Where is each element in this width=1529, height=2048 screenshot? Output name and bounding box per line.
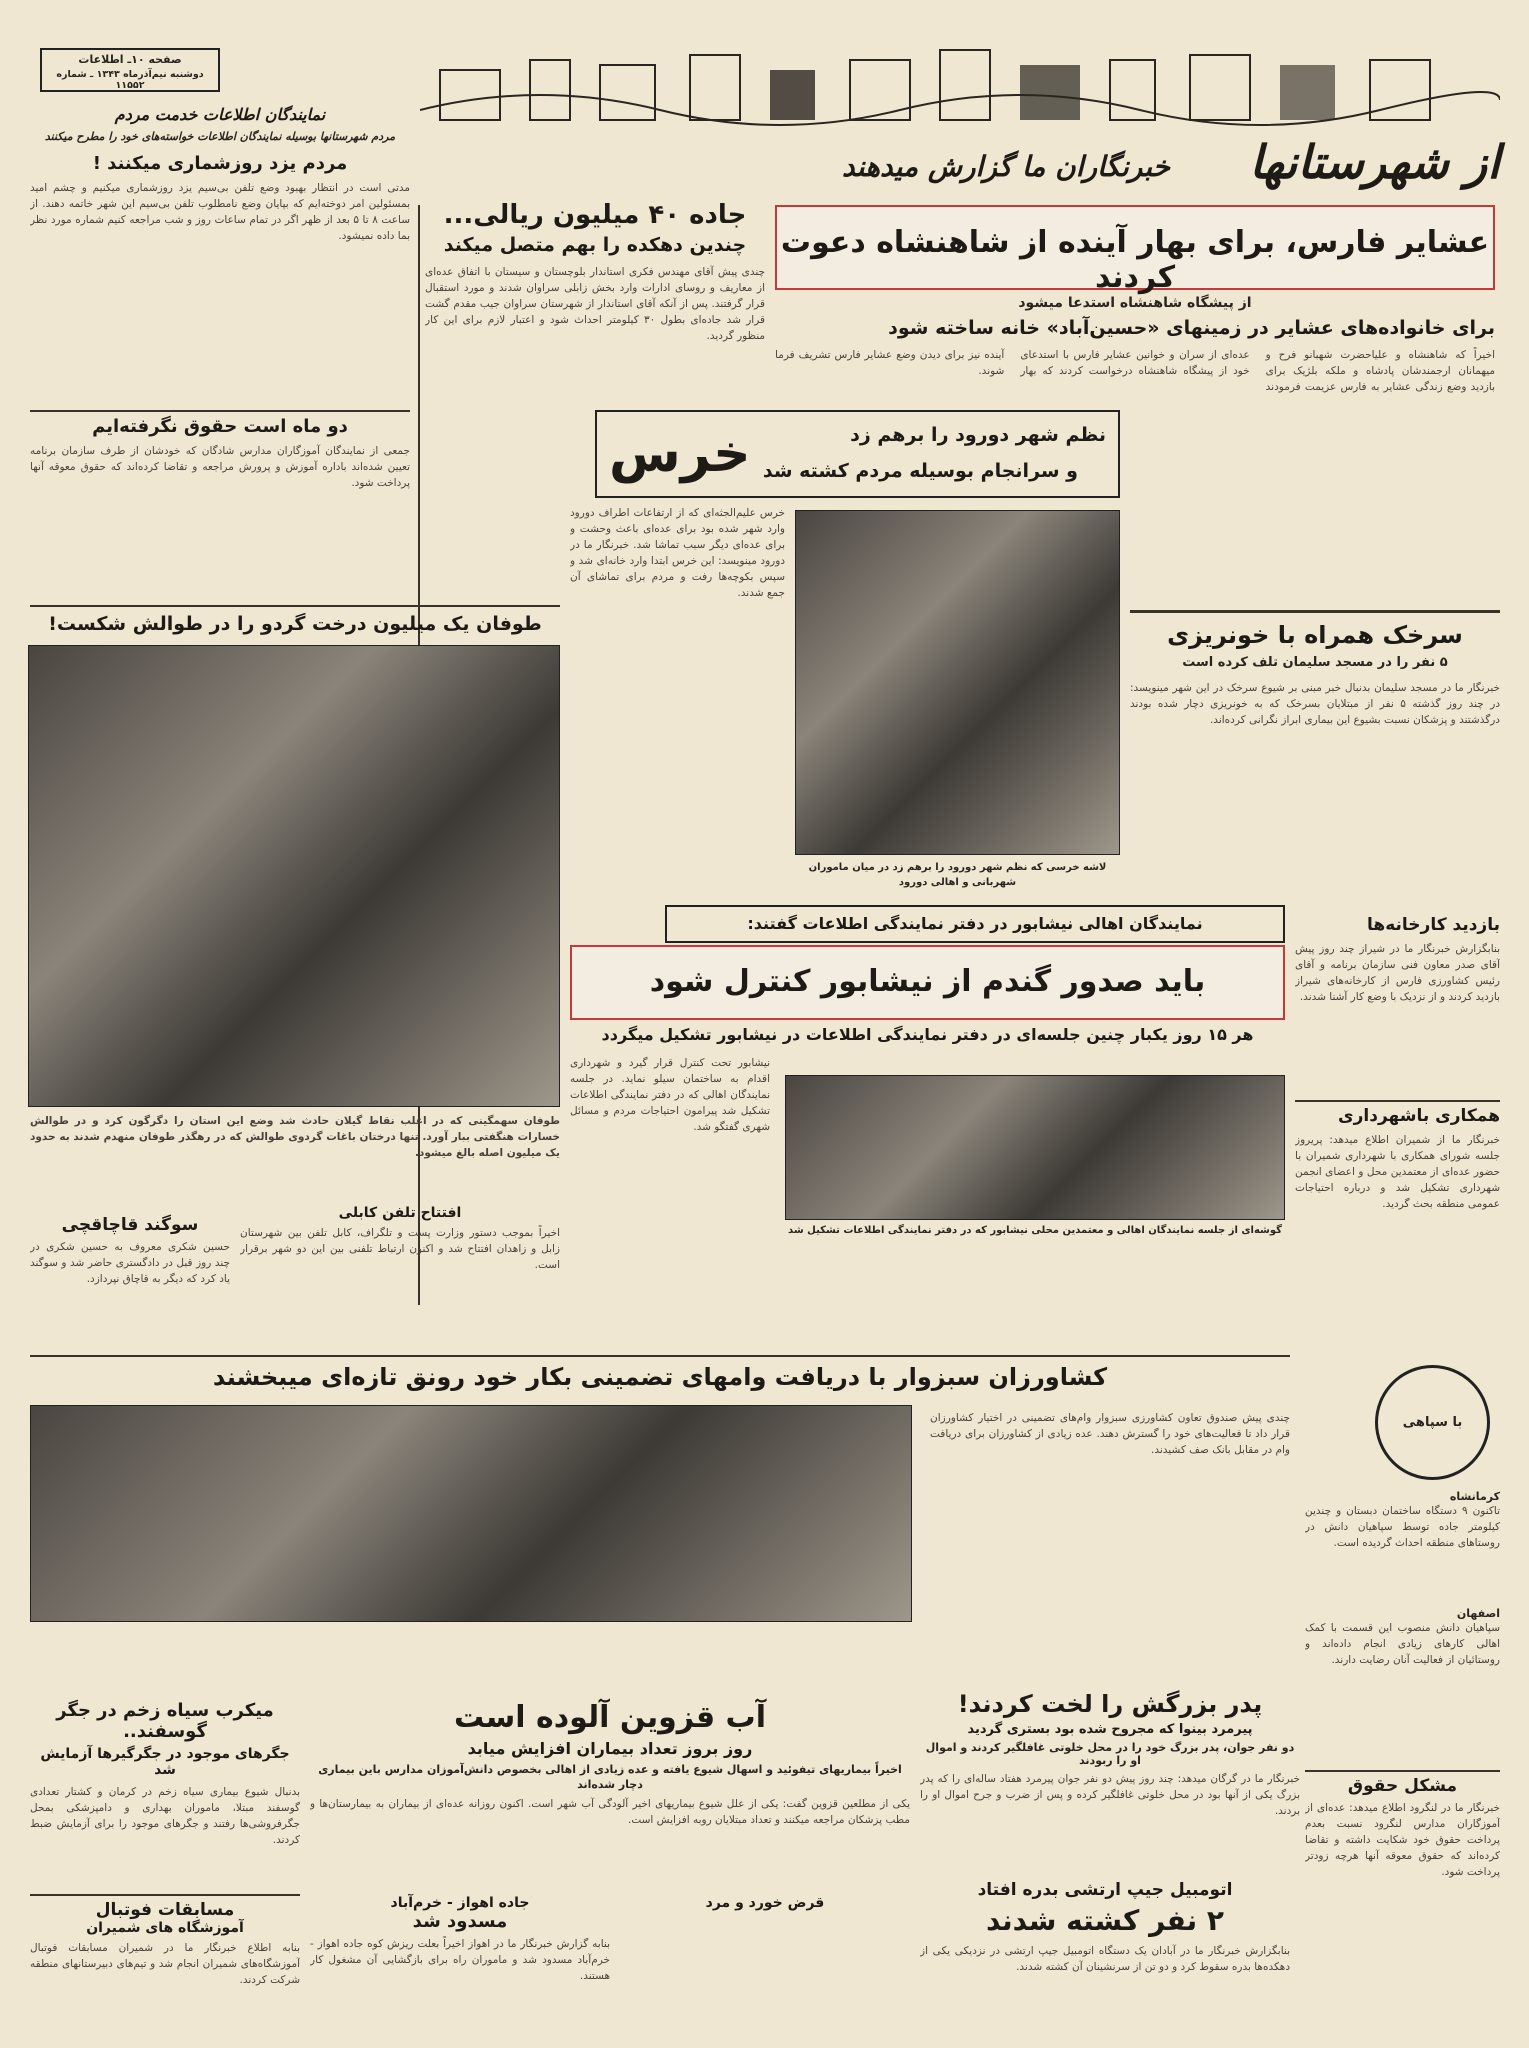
plague-body: خبرنگار ما در مسجد سلیمان بدنبال خبر مبنی بر شیوع سرخک در این شهر مینویسد: در چند روز گذشته ۵ نفر از مبتلایان بسرخک که به خونریزی دچار شده بودند درگذشتند و پزشکان نسبت بشیوع این بیماری ابراز نگرانی کرده‌اند.: [1130, 682, 1500, 726]
badge-text: با سپاهی: [1402, 1415, 1463, 1430]
issue-line: دوشنبه نیم‌آذرماه ۱۳۴۳ ـ شماره ۱۱۵۵۲: [56, 69, 204, 91]
wheat-subtitle: هر ۱۵ روز یکبار چنین جلسه‌ای در دفتر نمایندگی اطلاعات در نیشابور تشکیل میگردد: [601, 1025, 1254, 1044]
loan-title: قرض خورد و مرد: [705, 1895, 825, 1911]
father-kicker: دو نفر جوان، پدر بزرگ خود را در محل خلوتی غافلگیر کردند و اموال او را ربودند: [925, 1741, 1295, 1767]
father-subtitle: پیرمرد بینوا که مجروح شده بود بستری گردید: [967, 1722, 1253, 1737]
section-title: از شهرستانها: [1249, 135, 1500, 189]
bear-headline-box: [595, 410, 1120, 498]
walnut-photo: [28, 645, 560, 1107]
corner-subtitle: مردم شهرستانها بوسیله نمایندگان اطلاعات خواسته‌های خود را مطرح میکنند: [44, 130, 396, 143]
corner-headline-2: دو ماه است حقوق نگرفته‌ایم: [30, 410, 410, 437]
bear-photo: [795, 510, 1120, 855]
corner-column: [30, 105, 410, 575]
sheep-title: میکرب سیاه زخم در جگر گوسفند..: [56, 1700, 274, 1742]
school-news: [1305, 1490, 1500, 1760]
tribes-title: عشایر فارس، برای بهار آینده از شاهنشاه دعوت کردند: [780, 225, 1490, 295]
football-subtitle: آموزشگاه های شمیران: [86, 1920, 244, 1936]
road-closed-block: [310, 1895, 610, 2040]
school-label-1: کرمانشاه: [1449, 1490, 1500, 1503]
water-story: [310, 1700, 910, 1890]
salary-title: مشکل حقوق: [1305, 1770, 1500, 1796]
road-closed-subtitle: مسدود شد: [412, 1911, 508, 1932]
cooperation-body: خبرنگار ما از شمیران اطلاع میدهد: پریروز جلسه شورای همکاری با شهرداری شمیران با حضور عده‌ای از معتمدین محل و اعضای انجمن شهرداری تشکیل شد و درباره احتیاجات عمومی منطقه بحث گردید.: [1295, 1134, 1500, 1210]
wheat-kicker: نمایندگان اهالی نیشابور در دفتر نمایندگی اطلاعات گفتند:: [747, 914, 1203, 933]
wheat-kicker-box: [665, 905, 1285, 943]
jeep-body: بنابگزارش خبرنگار ما در آبادان یک دستگاه اتومبیل جیپ ارتشی در نزدیکی یکی از دهکده‌ها بدره سقوط کرد و دو تن از سرنشینان آن کشته شدند.: [920, 1945, 1290, 1973]
issue-box: [40, 48, 220, 92]
phone-story: [240, 1205, 560, 1345]
tribes-body: اخیراً که شاهنشاه و علیاحضرت شهبانو فرح و میهمانان ارجمندشان پادشاه و ملکه بلژیک برای بازدید وضع زندگی عشایر به فارس عزیمت فرمودند عده‌ای از سران و خوانین عشایر فارس با استدعای خود از پیشگاه شاهنشاه درخواست کردند که بهار آینده نیز برای دیدن وضع عشایر فارس تشریف فرما شوند.: [775, 349, 1495, 393]
corner-body-1: مدتی است در انتظار بهبود وضع تلفن بی‌سیم یزد روزشماری میکنیم و چشم امید بمسئولین امر دوخته‌ایم که بپایان وضع نامطلوب تلفن بی‌سیم این شهر خاتمه دهند. از ساعت ۸ تا ۵ بعد از ظهر اگر در تمام ساعات روز و شب مراجعه کنیم شماره مورد نظر بما داده نمیشود.: [30, 182, 410, 242]
jeep-story: [920, 1880, 1290, 2040]
oath-body: حسین شکری معروف به حسین شکری در چند روز قبل در دادگستری حاضر شد و سوگند یاد کرد که دیگر به قاچاق نپردازد.: [30, 1241, 230, 1285]
oath-title: سوگند قاچاقچی: [61, 1215, 199, 1235]
corner-headline-1: مردم یزد روزشماری میکنند !: [92, 153, 348, 174]
bear-title: نظم شهر دورود را برهم زد: [850, 424, 1106, 446]
school-body-2: سپاهیان دانش منصوب این قسمت با کمک اهالی کارهای زیادی انجام داده‌اند و روستائیان از فعالیت آنان رضایت دارند.: [1305, 1622, 1500, 1666]
bear-word: خرس: [609, 424, 751, 484]
football-body: بنابه اطلاع خبرنگار ما در شمیران مسابقات فوتبال آموزشگاه‌های شمیران انجام شد و تیم‌های دبیرستانهای منطقه شرکت کردند.: [30, 1942, 300, 1986]
walnut-caption: طوفان سهمگینی که در اغلب نقاط گیلان حادث شد وضع این استان را دگرگون کرد و در طوالش خسارات هنگفتی ببار آورد. تنها درختان باغات گردوی طوالش که در رهگذر طوفان منهدم شدند به حدود یک میلیون اصله بالغ میشود.: [30, 1115, 560, 1159]
bear-body: خرس علیم‌الجثه‌ای که از ارتفاعات اطراف دورود وارد شهر شده بود برای عده‌ای باعث وحشت و برای عده‌ای دیگر سبب تماشا شد. خبرنگار ما در دورود مینویسد: این خرس ابتدا وارد خانه‌ای شد و سپس بکوچه‌ها رفت و مردم برای تماشای آن جمع شدند.: [570, 507, 785, 599]
school-body-1: تاکنون ۹ دستگاه ساختمان دبستان و چندین کیلومتر جاده توسط سپاهیان دانش در روستاهای منطقه احداث گردیده است.: [1305, 1505, 1500, 1549]
father-story: [920, 1690, 1300, 1875]
wheat-photo: [785, 1075, 1285, 1220]
plague-subtitle: ۵ نفر را در مسجد سلیمان تلف کرده است: [1182, 655, 1448, 670]
water-subtitle: روز بروز تعداد بیماران افزایش میابد: [467, 1739, 753, 1758]
corner-title: نمایندگان اطلاعات خدمت مردم: [114, 105, 326, 124]
corner-body-2: جمعی از نمایندگان آموزگاران مدارس شادگان که خودشان از طرف سازمان برنامه تعیین شده‌اند باداره آموزش و پرورش مراجعه و تقاضا کرده‌اند که حقوق معوقه آنها پرداخت شود.: [30, 445, 410, 489]
city-skyline-illustration: [420, 40, 1500, 140]
sheep-subtitle: جگرهای موجود در جگرگیرها آزمایش شد: [40, 1746, 290, 1778]
road-closed-title: جاده اهواز - خرم‌آباد: [390, 1895, 530, 1911]
masthead-banner: [420, 40, 1500, 200]
visit-title: بازدید کارخانه‌ها: [1367, 915, 1500, 935]
tribes-headline-box: [775, 205, 1495, 295]
salary-body: خبرنگار ما در لنگرود اطلاع میدهد: عده‌ای از آموزگاران مدارس لنگرود نسبت بعدم پرداخت حقوق خود شکایت داشته و تقاضا کرده‌اند که حقوق معوقه آنها هرچه زودتر پرداخت شود.: [1305, 1802, 1500, 1878]
father-title: پدر بزرگش را لخت کردند!: [957, 1690, 1263, 1718]
farmers-body: چندی پیش صندوق تعاون کشاورزی سبزوار وام‌های تضمینی در اختیار کشاورزان قرار داد تا فعالیت‌های خود را گسترش دهند. عده زیادی از کشاورزان برای دریافت وام در مقابل بانک صف کشیدند.: [930, 1412, 1290, 1456]
bear-subtitle: و سرانجام بوسیله مردم کشته شد: [762, 460, 1078, 482]
visit-story: [1295, 915, 1500, 1095]
farmers-photo: [30, 1405, 912, 1622]
plague-title: سرخک همراه با خونریزی: [1130, 610, 1500, 649]
road-body: چندی پیش آقای مهندس فکری استاندار بلوچستان و سیستان با اتفاق عده‌ای از معاریف و روسای ادارات وارد بخش زابلی سراوان شدند و مورد استقبال قرار گرفتند. پس از آنکه آقای استاندار از شهرستان سراوان جیب مقدم گشت قرار شد جاده‌ای بطول ۳۰ کیلومتر احداث شود و اعتبار لازم برای این کار منظور گردید.: [425, 266, 765, 342]
oath-story: [30, 1215, 230, 1345]
cooperation-title: همکاری باشهرداری: [1295, 1100, 1500, 1126]
bear-caption: لاشه خرسی که نظم شهر دورود را برهم زد در میان ماموران شهربانی و اهالی دورود: [808, 862, 1107, 888]
wheat-caption: گوشه‌ای از جلسه نمایندگان اهالی و معتمدین محلی نیشابور که در دفتر نمایندگی اطلاعات تشکیل شد: [788, 1225, 1282, 1236]
page-label: صفحه ۱۰ـ اطلاعات: [78, 53, 182, 66]
water-loan: [620, 1895, 910, 2040]
tribes-kicker: از پیشگاه شاهنشاه استدعا میشود: [1018, 295, 1252, 311]
cooperation-story: [1295, 1100, 1500, 1350]
football-title: مسابقات فوتبال: [30, 1894, 300, 1920]
wheat-body: نیشابور تحت کنترل قرار گیرد و شهرداری اقدام به ساختمان سیلو نماید. در جلسه نمایندگان اهالی که در دفتر نمایندگی اطلاعات تشکیل شد پیرامون احتیاجات مردم و مسائل شهری گفتگو شد.: [570, 1057, 770, 1133]
road-closed-body: بنابه گزارش خبرنگار ما در اهواز اخیراً بعلت ریزش کوه جاده اهواز - خرم‌آباد مسدود شد و ماموران راه برای بازگشایی آن مشغول کار هستند.: [310, 1938, 610, 1982]
wheat-title: باید صدور گندم از نیشابور کنترل شود: [649, 964, 1206, 999]
walnut-title: طوفان یک میلیون درخت گردو را در طوالش شکست!: [30, 605, 560, 635]
jeep-kicker: اتومبیل جیپ ارتشی بدره افتاد: [977, 1880, 1233, 1900]
plague-story: [1130, 610, 1500, 910]
water-title: آب قزوین آلوده است: [454, 1700, 766, 1735]
farmers-title: کشاورزان سبزوار با دریافت وامهای تضمینی بکار خود رونق تازه‌ای میبخشند: [30, 1355, 1290, 1391]
salary-story: [1305, 1770, 1500, 2040]
sheep-story: [30, 1700, 300, 2040]
sheep-body: بدنبال شیوع بیماری سیاه زخم در کرمان و کشتار تعدادی گوسفند مبتلا، ماموران بهداری و دامپزشکی بمحل جگرفروشی‌ها رفتند و جگرهای موجود را برای آزمایش ضبط کردند.: [30, 1786, 300, 1846]
section-subtitle: خبرنگاران ما گزارش میدهند: [842, 150, 1170, 183]
walnut-story: [30, 605, 560, 1255]
school-label-2: اصفهان: [1456, 1607, 1500, 1620]
badge-circle: [1375, 1365, 1490, 1480]
phone-body: اخیراً بموجب دستور وزارت پست و تلگراف، کابل تلفن بین شهرستان زابل و زاهدان افتتاح شد و اکنون ارتباط تلفنی بین این دو شهر برقرار است.: [240, 1227, 560, 1271]
water-body: یکی از مطلعین قزوین گفت: یکی از علل شیوع بیماریهای اخیر آلودگی آب شهر است. اکنون روزانه عده‌ای از بیماران به بیمارستان‌ها و مطب پزشکان مراجعه میکنند و تعداد مبتلایان روبه افزایش است.: [310, 1798, 910, 1826]
visit-body: بنابگزارش خبرنگار ما در شیراز چند روز پیش آقای صدر معاون فنی سازمان برنامه و آقای رئیس کشاورزی فارس از کارخانه‌های شیراز بازدید کردند و از نزدیک با وضع کار آشنا شدند.: [1295, 943, 1500, 1003]
water-kicker: اخیراً بیماریهای تیفوئید و اسهال شیوع یافته و عده زیادی از اهالی بخصوص دانش‌آموزان مدارس باین بیماری دچار شده‌اند: [318, 1763, 902, 1791]
father-body: خبرنگار ما در گرگان میدهد: چند روز پیش دو نفر جوان پیرمرد هفتاد ساله‌ای را که پدر بزرگ یکی از آنها بود در محل خلوتی غافلگیر کرده و پس از ضرب و جرح اموال او را بردند.: [920, 1773, 1300, 1817]
phone-title: افتتاح تلفن کابلی: [338, 1205, 462, 1221]
road-subtitle: چندین دهکده را بهم متصل میکند: [443, 234, 747, 256]
tribes-subtitle: برای خانواده‌های عشایر در زمینهای «حسین‌آباد» خانه ساخته شود: [888, 317, 1495, 339]
road-title: جاده ۴۰ میلیون ریالی...: [443, 200, 747, 230]
wheat-headline-box: [570, 945, 1285, 1020]
jeep-title: ۲ نفر کشته شدند: [985, 1904, 1224, 1937]
farmers-story: [30, 1355, 1290, 1685]
